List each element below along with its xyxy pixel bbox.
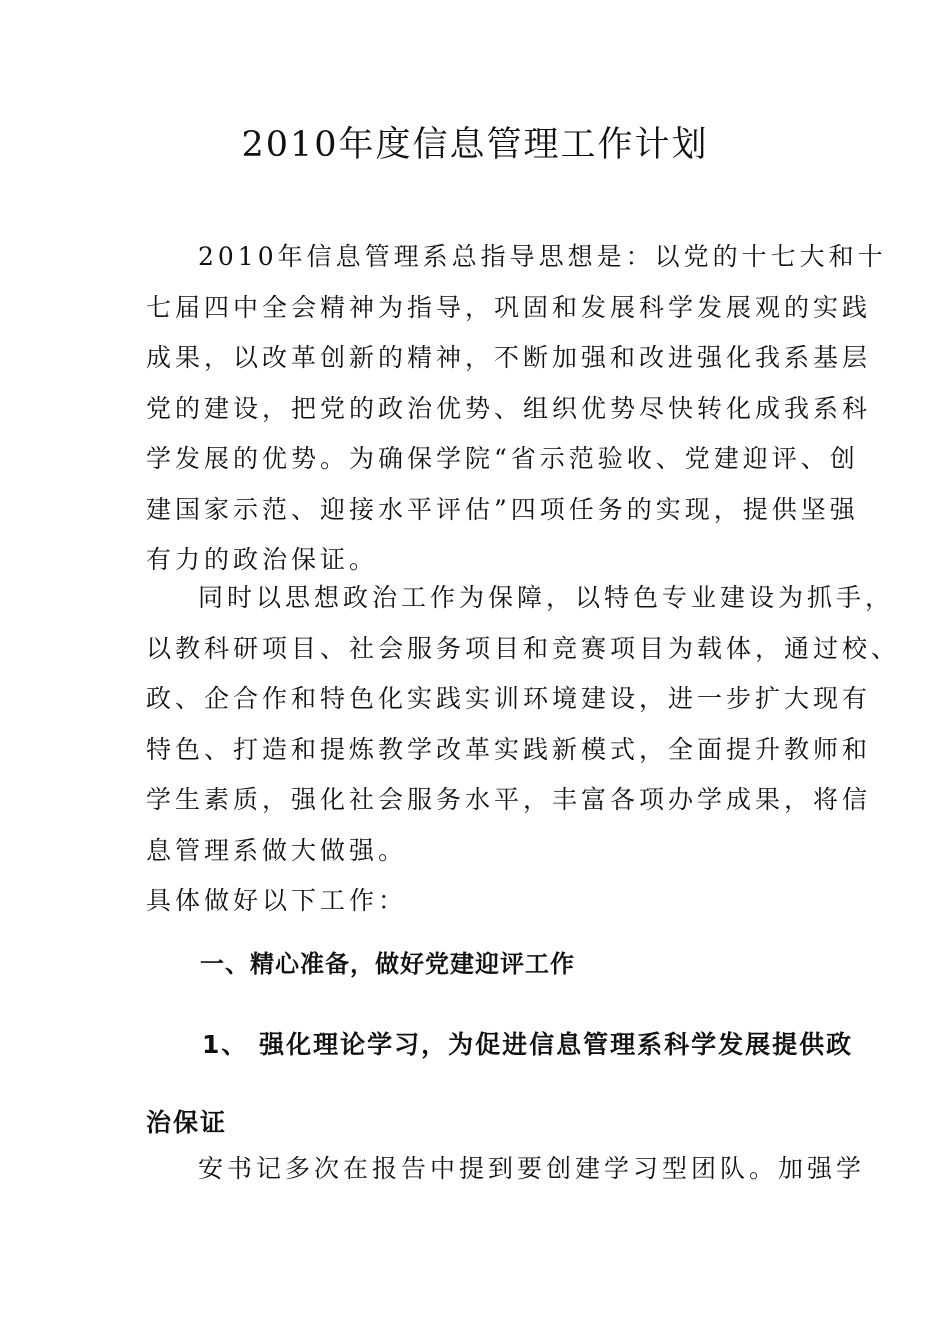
paragraph-line: 具体做好以下工作： [146, 886, 408, 915]
subsection-heading-line: 治保证 [146, 1108, 228, 1137]
paragraph-line: 特色、打造和提炼教学改革实践新模式，全面提升教师和 [146, 734, 872, 764]
paragraph-line: 成果，以改革创新的精神，不断加强和改进强化我系基层 [146, 343, 872, 372]
paragraph-line: 以教科研项目、社会服务项目和竞赛项目为载体，通过校、 [146, 633, 901, 663]
paragraph-work-approach [146, 573, 901, 876]
paragraph-line: 同时以思想政治工作为保障，以特色专业建设为抓手， [198, 583, 895, 612]
paragraph-line: 学生素质，强化社会服务水平，丰富各项办学成果，将信 [146, 785, 872, 814]
paragraph-line: 安书记多次在报告中提到要创建学习型团队。加强学 [198, 1154, 866, 1183]
paragraph-line: 建国家示范、迎接水平评估”四项任务的实现，提供坚强 [146, 494, 859, 524]
section-heading: 一、精心准备，做好党建迎评工作 [200, 950, 575, 978]
intro-line [146, 876, 811, 927]
paragraph-line: 息管理系做大做强。 [146, 835, 408, 865]
paragraph-line: 学发展的优势。为确保学院“省示范验收、党建迎评、创 [146, 444, 859, 473]
paragraph-line: 党的建设，把党的政治优势、组织优势尽快转化成我系科 [146, 393, 872, 423]
document-title: 2010年度信息管理工作计划 [241, 125, 709, 165]
paragraph-line: 2010年信息管理系总指导思想是：以党的十七大和十 [198, 242, 887, 271]
paragraph-guiding-ideology [146, 232, 887, 586]
subsection-heading [146, 1006, 854, 1162]
paragraph-line: 有力的政治保证。 [146, 545, 379, 574]
paragraph-study-team [146, 1144, 866, 1195]
paragraph-line: 七届四中全会精神为指导，巩固和发展科学发展观的实践 [146, 292, 872, 322]
paragraph-line: 政、企合作和特色化实践实训环境建设，进一步扩大现有 [146, 684, 872, 713]
subsection-heading-line: 1、 强化理论学习，为促进信息管理系科学发展提供政 [202, 1030, 854, 1059]
